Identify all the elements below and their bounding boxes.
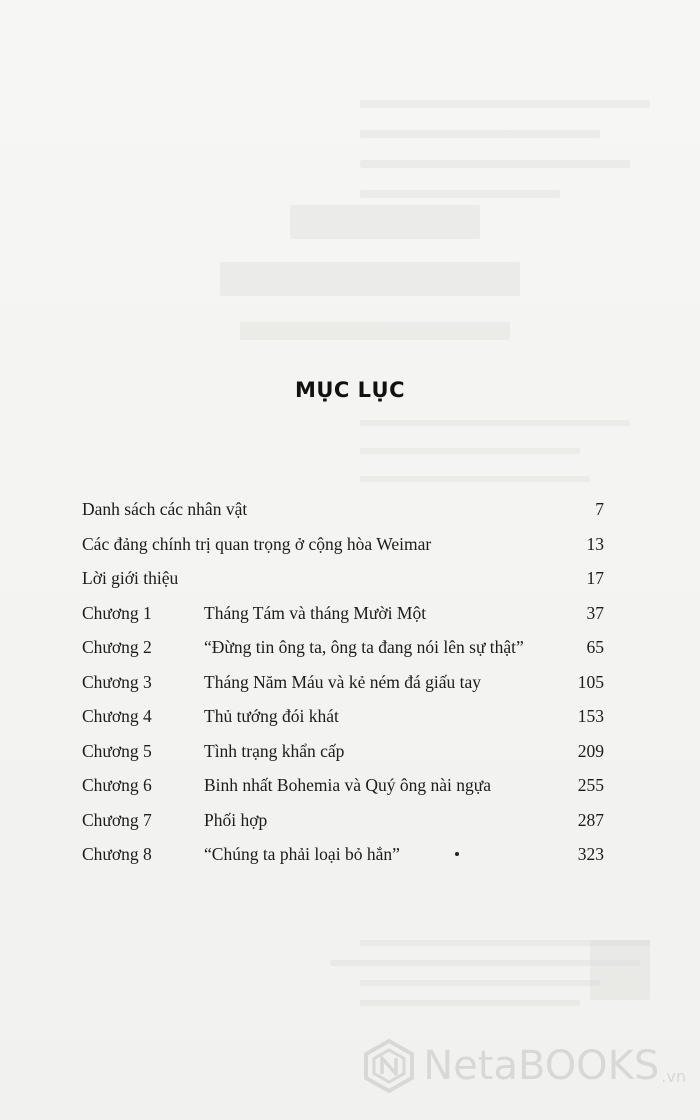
toc-chapter-entry (82, 630, 604, 665)
toc-chapter-title: “Chúng ta phải loại bỏ hắn” (204, 844, 400, 864)
toc-entry-page: 17 (586, 568, 604, 588)
table-of-contents (82, 492, 604, 872)
toc-entry (82, 492, 604, 527)
bleed-through-block (590, 940, 650, 1000)
bleed-through-block (290, 205, 480, 239)
toc-chapter-entry (82, 734, 604, 769)
bleed-through-block (360, 190, 560, 198)
toc-entry-page: 105 (577, 671, 604, 692)
toc-chapter-title: Tình trạng khẩn cấp (204, 740, 345, 761)
watermark-suffix: .vn (661, 1067, 686, 1086)
toc-entry-page: 65 (586, 637, 604, 657)
toc-entry-page: 209 (577, 740, 604, 761)
toc-entry-page: 37 (586, 602, 604, 623)
toc-entry-page: 7 (595, 499, 604, 519)
toc-chapter-title: Phối hợp (204, 809, 268, 830)
bleed-through-block (360, 420, 630, 426)
bleed-through-block (240, 322, 510, 340)
toc-entry (82, 527, 604, 562)
toc-chapter-number: Chương 1 (82, 602, 152, 623)
toc-chapter-entry (82, 768, 604, 803)
toc-chapter-number: Chương 5 (82, 740, 152, 761)
toc-entry-page: 287 (577, 809, 604, 830)
toc-chapter-number: Chương 4 (82, 706, 152, 726)
netabooks-logo-icon (361, 1038, 417, 1094)
bleed-through-block (360, 130, 600, 138)
toc-chapter-entry (82, 665, 604, 700)
toc-chapter-title: Tháng Tám và tháng Mười Một (204, 602, 427, 623)
bleed-through-block (220, 262, 520, 296)
toc-entry (82, 561, 604, 596)
toc-heading: MỤC LỤC (294, 378, 406, 402)
bleed-through-block (360, 476, 590, 482)
toc-chapter-number: Chương 6 (82, 775, 152, 795)
toc-chapter-number: Chương 8 (82, 844, 152, 864)
toc-entry-label: Các đảng chính trị quan trọng ở cộng hòa Weimar (82, 533, 432, 554)
toc-entry-label: Lời giới thiệu (82, 568, 179, 588)
toc-chapter-entry (82, 837, 604, 872)
toc-entry-page: 153 (577, 706, 604, 726)
ink-speck (455, 852, 459, 856)
toc-chapter-title: Tháng Năm Máu và kẻ ném đá giấu tay (204, 671, 481, 692)
toc-entry-label: Danh sách các nhân vật (82, 499, 248, 519)
bleed-through-block (360, 1000, 580, 1006)
toc-entry-page: 13 (586, 533, 604, 554)
toc-chapter-entry (82, 699, 604, 734)
toc-chapter-title: Binh nhất Bohemia và Quý ông nài ngựa (204, 775, 492, 795)
toc-entry-page: 255 (577, 775, 604, 795)
bleed-through-block (360, 980, 600, 986)
bleed-through-block (360, 448, 580, 454)
watermark-brand: NetaBOOKS (423, 1043, 660, 1089)
toc-chapter-number: Chương 3 (82, 671, 152, 692)
bleed-through-block (360, 160, 630, 168)
toc-chapter-title: “Đừng tin ông ta, ông ta đang nói lên sự thật” (204, 637, 524, 657)
toc-chapter-entry (82, 596, 604, 631)
watermark (361, 1038, 686, 1094)
bleed-through-block (360, 100, 650, 108)
toc-chapter-entry (82, 803, 604, 838)
toc-chapter-number: Chương 2 (82, 637, 152, 657)
toc-chapter-title: Thủ tướng đói khát (204, 706, 339, 726)
toc-entry-page: 323 (577, 844, 604, 864)
toc-chapter-number: Chương 7 (82, 809, 152, 830)
